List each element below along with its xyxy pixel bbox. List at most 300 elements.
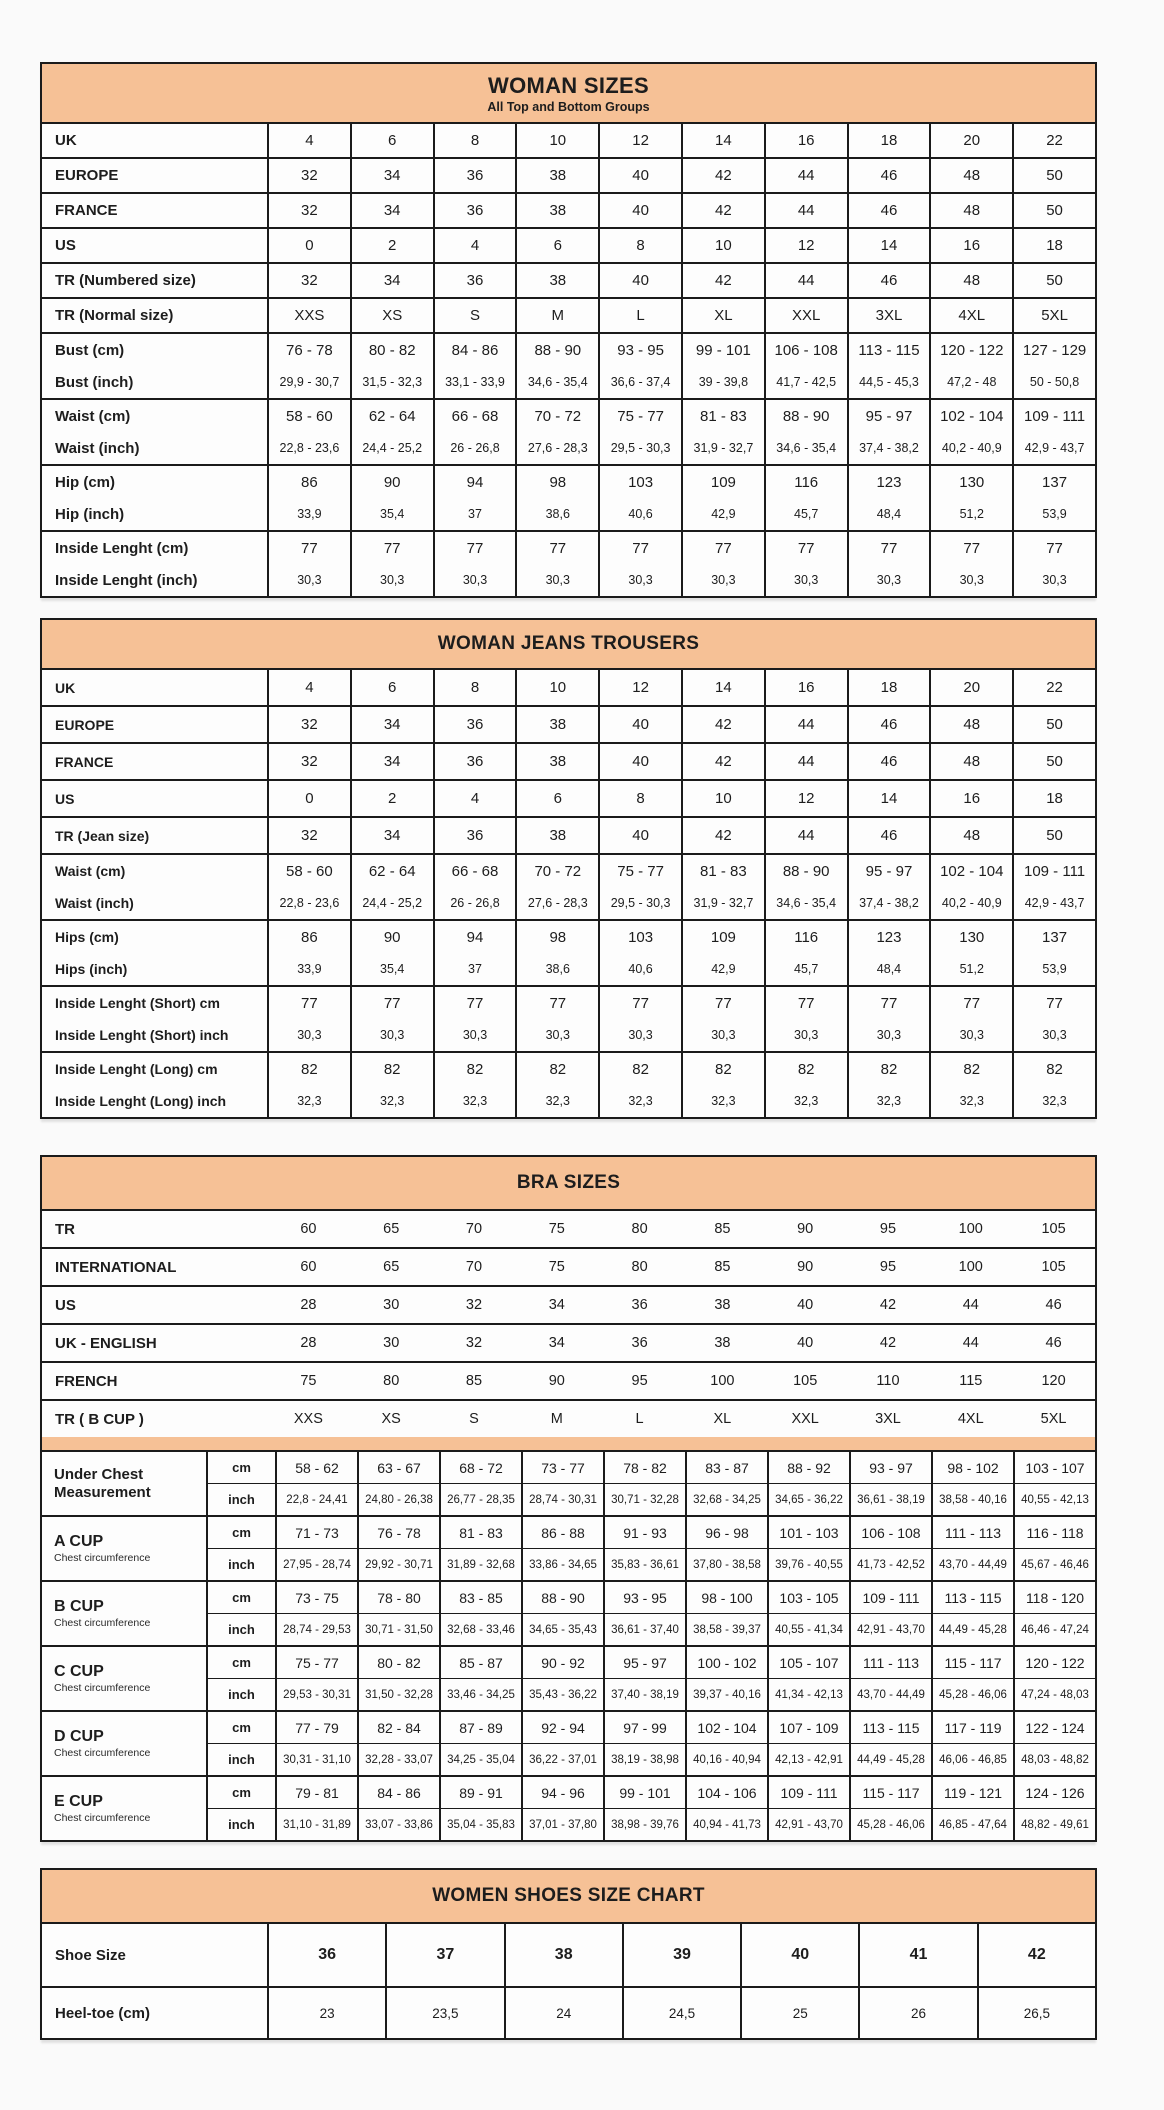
size-cell: 30,3 — [681, 1019, 764, 1051]
size-cell: 32 — [267, 707, 350, 742]
size-cell: 50 — [1012, 707, 1095, 742]
size-cell: 4 — [267, 670, 350, 705]
bra-sizes-table — [40, 1155, 1097, 1842]
size-cell: 6 — [515, 781, 598, 816]
size-cell: 36,61 - 37,40 — [603, 1614, 685, 1645]
size-cell: 2 — [350, 229, 433, 262]
size-cell: 80 — [631, 1221, 648, 1237]
size-cell: 93 - 95 — [598, 334, 681, 366]
size-cell: 99 - 101 — [681, 334, 764, 366]
unit-cell: inch — [206, 1484, 275, 1515]
size-cell: 37 — [433, 498, 516, 530]
size-cell: 93 - 97 — [849, 1452, 931, 1483]
woman-sizes-header — [42, 64, 1095, 124]
size-cell: 45,7 — [764, 953, 847, 985]
size-cell: 42 — [977, 1924, 1095, 1986]
cup-label-title: B CUP — [54, 1598, 104, 1615]
unit-cell: cm — [206, 1452, 275, 1483]
size-cell: 58 - 62 — [275, 1452, 357, 1483]
cup-label-subtitle: Chest circumference — [54, 1552, 151, 1564]
size-cell: 42,9 — [681, 498, 764, 530]
size-cell: 8 — [598, 781, 681, 816]
size-cell: 30,3 — [598, 564, 681, 596]
table-row-group — [42, 707, 1095, 744]
table-row — [206, 1744, 1095, 1775]
size-cell: 34,6 - 35,4 — [515, 366, 598, 398]
size-cell: 90 — [350, 466, 433, 498]
size-cell: 16 — [929, 781, 1012, 816]
size-cell: 29,9 - 30,7 — [267, 366, 350, 398]
size-cell: 102 - 104 — [929, 855, 1012, 887]
size-cell: 75 - 77 — [275, 1647, 357, 1678]
row-label: EUROPE — [55, 716, 115, 733]
size-cell: 75 — [548, 1259, 565, 1275]
size-cell: 44,49 - 45,28 — [931, 1614, 1013, 1645]
size-cell: 3XL — [847, 299, 930, 332]
unit-cell: inch — [206, 1549, 275, 1580]
table-row-group — [42, 1249, 1095, 1287]
size-cell: 104 - 106 — [685, 1777, 767, 1808]
table-row-group — [42, 1211, 1095, 1249]
size-cell: 30 — [383, 1335, 400, 1351]
size-cell: 46 — [847, 707, 930, 742]
size-cell: 115 - 117 — [849, 1777, 931, 1808]
row-label: Inside Lenght (inch) — [55, 571, 198, 589]
size-cell: 77 — [764, 532, 847, 564]
size-cell: 30,3 — [515, 1019, 598, 1051]
size-cell: 109 - 111 — [767, 1777, 849, 1808]
size-cell: 88 - 90 — [764, 855, 847, 887]
size-cell: 18 — [1012, 229, 1095, 262]
bra-separator-band — [42, 1437, 1095, 1452]
table-row — [206, 1517, 1095, 1549]
size-cell: 30 — [383, 1297, 400, 1313]
size-cell: 6 — [350, 670, 433, 705]
size-cell: 32 — [267, 264, 350, 297]
size-cell: 38 — [714, 1297, 731, 1313]
table-row — [42, 744, 1095, 779]
size-cell: 23 — [267, 1988, 385, 2038]
size-cell: 103 - 107 — [1013, 1452, 1095, 1483]
size-cell: 110 — [876, 1373, 900, 1389]
size-cell: 35,83 - 36,61 — [603, 1549, 685, 1580]
size-cell: 109 - 111 — [1012, 855, 1095, 887]
table-row — [42, 124, 1095, 157]
size-cell: 75 - 77 — [598, 855, 681, 887]
size-cell: 77 — [598, 987, 681, 1019]
table-row-group — [42, 400, 1095, 466]
size-cell: 26,5 — [977, 1988, 1095, 2038]
size-cell: 42 — [681, 744, 764, 779]
size-cell: 105 — [1041, 1259, 1066, 1275]
table-row — [206, 1549, 1095, 1580]
table-row-group — [42, 264, 1095, 299]
table-row — [206, 1614, 1095, 1645]
row-label: Inside Lenght (Short) cm — [55, 995, 220, 1011]
table-row — [42, 1325, 1095, 1361]
table-row — [206, 1777, 1095, 1809]
size-cell: 0 — [267, 781, 350, 816]
size-cell: 109 — [681, 921, 764, 953]
size-cell: 10 — [515, 670, 598, 705]
size-cell: 42 — [681, 159, 764, 192]
size-cell: 0 — [267, 229, 350, 262]
row-label: Waist (cm) — [55, 863, 126, 879]
size-cell: 30,3 — [847, 1019, 930, 1051]
size-cell: 77 — [350, 987, 433, 1019]
bra-band-body — [42, 1211, 1095, 1437]
table-row — [42, 1249, 1095, 1285]
size-cell: 29,5 - 30,3 — [598, 887, 681, 919]
size-cell: 102 - 104 — [929, 400, 1012, 432]
size-cell: 44 — [764, 264, 847, 297]
size-cell: 35,43 - 36,22 — [521, 1679, 603, 1710]
unit-cell: inch — [206, 1744, 275, 1775]
size-cell: 48 — [929, 159, 1012, 192]
size-cell: 77 — [433, 532, 516, 564]
size-cell: 16 — [764, 670, 847, 705]
unit-cell: cm — [206, 1647, 275, 1678]
size-cell: 35,04 - 35,83 — [439, 1809, 521, 1840]
size-cell: 14 — [681, 124, 764, 157]
unit-cell: cm — [206, 1582, 275, 1613]
size-cell: 34 — [350, 818, 433, 853]
size-cell: 4 — [433, 229, 516, 262]
table-row — [42, 781, 1095, 816]
size-cell: 32 — [267, 194, 350, 227]
table-row-group — [42, 1401, 1095, 1437]
size-cell: 34 — [548, 1297, 565, 1313]
row-label: UK - ENGLISH — [55, 1334, 157, 1352]
row-label: Bust (inch) — [55, 373, 134, 391]
shoes-title: WOMEN SHOES SIZE CHART — [432, 1885, 705, 1906]
size-cell: 103 — [598, 921, 681, 953]
size-cell: 46,06 - 46,85 — [931, 1744, 1013, 1775]
shoes-header — [42, 1870, 1095, 1924]
size-cell: 38,58 - 39,37 — [685, 1614, 767, 1645]
size-cell: 31,50 - 32,28 — [357, 1679, 439, 1710]
table-row — [206, 1452, 1095, 1484]
size-cell: 12 — [598, 670, 681, 705]
size-cell: 47,24 - 48,03 — [1013, 1679, 1095, 1710]
size-cell: 116 — [764, 921, 847, 953]
size-cell: 98 - 102 — [931, 1452, 1013, 1483]
size-cell: 41,73 - 42,52 — [849, 1549, 931, 1580]
size-cell: 45,67 - 46,46 — [1013, 1549, 1095, 1580]
size-cell: 95 — [879, 1259, 897, 1275]
size-cell: 106 - 108 — [764, 334, 847, 366]
bra-sizes-header — [42, 1157, 1095, 1211]
size-cell: 60 — [300, 1221, 317, 1237]
row-label: Waist (cm) — [55, 407, 131, 425]
size-cell: 32,3 — [598, 1085, 681, 1117]
size-cell: 38 — [515, 194, 598, 227]
size-cell: 48,4 — [847, 953, 930, 985]
row-label: FRANCE — [55, 202, 118, 219]
size-cell: 35,4 — [350, 953, 433, 985]
size-cell: 30,3 — [267, 1019, 350, 1051]
table-row — [42, 334, 1095, 366]
size-cell: 42 — [681, 818, 764, 853]
size-cell: 42,13 - 42,91 — [767, 1744, 849, 1775]
size-cell: 78 - 82 — [603, 1452, 685, 1483]
size-cell: 12 — [764, 229, 847, 262]
unit-cell: cm — [206, 1712, 275, 1743]
table-row-group — [42, 670, 1095, 707]
row-label: INTERNATIONAL — [55, 1258, 177, 1276]
size-cell: 53,9 — [1012, 498, 1095, 530]
size-cell: 30,3 — [929, 1019, 1012, 1051]
table-row — [42, 855, 1095, 887]
size-cell: 45,28 - 46,06 — [849, 1809, 931, 1840]
size-cell: 58 - 60 — [267, 400, 350, 432]
size-cell: 58 - 60 — [267, 855, 350, 887]
size-cell: 89 - 91 — [439, 1777, 521, 1808]
row-label: Bust (cm) — [55, 341, 125, 359]
size-cell: 103 — [598, 466, 681, 498]
size-cell: 26 - 26,8 — [433, 432, 516, 464]
row-label: TR (Jean size) — [55, 827, 150, 844]
size-cell: 109 - 111 — [849, 1582, 931, 1613]
size-cell: 137 — [1012, 921, 1095, 953]
table-row-group — [42, 299, 1095, 334]
table-row — [206, 1484, 1095, 1515]
table-row-group — [42, 1053, 1095, 1117]
size-cell: 44 — [764, 818, 847, 853]
size-cell: 40 — [598, 744, 681, 779]
size-cell: 107 - 109 — [767, 1712, 849, 1743]
row-label: Hips (inch) — [55, 961, 128, 977]
size-cell: 16 — [929, 229, 1012, 262]
size-cell: 40,55 - 42,13 — [1013, 1484, 1095, 1515]
cup-label-title: D CUP — [54, 1728, 104, 1745]
size-cell: 77 — [929, 532, 1012, 564]
row-label: UK — [55, 132, 77, 149]
size-cell: 26 - 26,8 — [433, 887, 516, 919]
size-cell: 44 — [764, 159, 847, 192]
size-cell: 95 - 97 — [847, 855, 930, 887]
size-cell: 32,3 — [681, 1085, 764, 1117]
size-cell: 38,6 — [515, 498, 598, 530]
size-cell: 80 - 82 — [357, 1647, 439, 1678]
size-cell: 24,4 - 25,2 — [350, 887, 433, 919]
size-cell: 36,6 - 37,4 — [598, 366, 681, 398]
size-cell: 137 — [1012, 466, 1095, 498]
size-cell: 98 - 100 — [685, 1582, 767, 1613]
size-cell: 40 — [598, 159, 681, 192]
size-cell: 25 — [740, 1988, 858, 2038]
bra-cup-group — [42, 1777, 1095, 1840]
unit-cell: inch — [206, 1809, 275, 1840]
woman-jeans-header — [42, 620, 1095, 670]
size-cell: 22,8 - 23,6 — [267, 887, 350, 919]
size-cell: 29,5 - 30,3 — [598, 432, 681, 464]
cup-label — [42, 1452, 206, 1515]
size-cell: 31,5 - 32,3 — [350, 366, 433, 398]
size-cell: 5XL — [1040, 1411, 1067, 1427]
size-cell: 34,65 - 36,22 — [767, 1484, 849, 1515]
size-cell: 82 — [350, 1053, 433, 1085]
size-cell: 5XL — [1012, 299, 1095, 332]
size-cell: 40 — [797, 1335, 814, 1351]
size-cell: 77 — [267, 532, 350, 564]
size-cell: 127 - 129 — [1012, 334, 1095, 366]
size-cell: 80 — [383, 1373, 400, 1389]
unit-cell: cm — [206, 1777, 275, 1808]
size-cell: 40,94 - 41,73 — [685, 1809, 767, 1840]
shoes-table — [40, 1868, 1097, 2040]
size-cell: 53,9 — [1012, 953, 1095, 985]
size-cell: XL — [713, 1411, 732, 1427]
size-cell: 85 — [714, 1221, 731, 1237]
table-row-group — [42, 532, 1095, 596]
size-cell: 42,9 - 43,7 — [1012, 887, 1095, 919]
row-label: FRANCE — [55, 753, 114, 770]
table-row-group — [42, 781, 1095, 818]
size-cell: M — [515, 299, 598, 332]
size-cell: 30,3 — [847, 564, 930, 596]
size-cell: 44 — [764, 707, 847, 742]
cup-label-subtitle: Chest circumference — [54, 1617, 151, 1629]
row-label: Hip (cm) — [55, 473, 115, 491]
cup-label — [42, 1517, 206, 1580]
size-cell: 41 — [858, 1924, 976, 1986]
size-cell: 48 — [929, 818, 1012, 853]
size-cell: 27,95 - 28,74 — [275, 1549, 357, 1580]
size-cell: 22,8 - 24,41 — [275, 1484, 357, 1515]
size-cell: 75 — [548, 1221, 565, 1237]
row-label: US — [55, 790, 75, 807]
size-cell: 42 — [681, 194, 764, 227]
size-cell: 8 — [433, 124, 516, 157]
size-cell: 118 - 120 — [1013, 1582, 1095, 1613]
size-cell: 32,3 — [1012, 1085, 1095, 1117]
size-cell: 77 — [929, 987, 1012, 1019]
size-cell: 62 - 64 — [350, 400, 433, 432]
row-label: Shoe Size — [55, 1946, 126, 1964]
size-cell: 86 - 88 — [521, 1517, 603, 1548]
size-cell: 88 - 92 — [767, 1452, 849, 1483]
size-cell: 32 — [465, 1297, 483, 1313]
table-row-group — [42, 744, 1095, 781]
size-cell: 28 — [300, 1335, 317, 1351]
size-cell: 36,61 - 38,19 — [849, 1484, 931, 1515]
size-cell: 46,85 - 47,64 — [931, 1809, 1013, 1840]
size-cell: 36 — [433, 194, 516, 227]
size-cell: 77 — [847, 532, 930, 564]
size-cell: 34,25 - 35,04 — [439, 1744, 521, 1775]
size-cell: 46 — [847, 264, 930, 297]
size-cell: 30,3 — [1012, 1019, 1095, 1051]
table-row-group — [42, 334, 1095, 400]
size-cell: 22 — [1012, 670, 1095, 705]
table-row — [42, 432, 1095, 464]
size-cell: 82 — [267, 1053, 350, 1085]
size-cell: 42 — [681, 264, 764, 297]
size-cell: 44 — [962, 1335, 979, 1351]
table-row — [42, 670, 1095, 705]
size-cell: 47,2 - 48 — [929, 366, 1012, 398]
table-row — [42, 194, 1095, 227]
table-row — [42, 1053, 1095, 1085]
size-cell: 77 — [598, 532, 681, 564]
size-cell: 30,3 — [929, 564, 1012, 596]
size-cell: 27,6 - 28,3 — [515, 887, 598, 919]
size-cell: 50 — [1012, 264, 1095, 297]
size-cell: 18 — [847, 670, 930, 705]
size-cell: 92 - 94 — [521, 1712, 603, 1743]
row-label: TR (Numbered size) — [55, 272, 196, 289]
cup-label-title: E CUP — [54, 1793, 103, 1810]
size-cell: 10 — [515, 124, 598, 157]
size-cell: 88 - 90 — [764, 400, 847, 432]
size-cell: 38 — [515, 744, 598, 779]
size-cell: 6 — [515, 229, 598, 262]
size-cell: 4XL — [957, 1411, 984, 1427]
size-cell: 32,3 — [929, 1085, 1012, 1117]
size-cell: 122 - 124 — [1013, 1712, 1095, 1743]
size-cell: 32,3 — [764, 1085, 847, 1117]
size-cell: 105 - 107 — [767, 1647, 849, 1678]
size-cell: 88 - 90 — [515, 334, 598, 366]
bra-cup-group — [42, 1712, 1095, 1777]
size-cell: 36 — [433, 818, 516, 853]
size-cell: 102 - 104 — [685, 1712, 767, 1743]
size-cell: 38,58 - 40,16 — [931, 1484, 1013, 1515]
size-cell: 36 — [631, 1335, 648, 1351]
size-cell: 38 — [714, 1335, 731, 1351]
cup-rows — [206, 1582, 1095, 1645]
size-cell: 34 — [350, 744, 433, 779]
size-cell: 51,2 — [929, 498, 1012, 530]
table-row-group — [42, 1924, 1095, 1988]
size-cell: 86 — [267, 921, 350, 953]
size-cell: 50 — [1012, 744, 1095, 779]
table-row — [206, 1809, 1095, 1840]
size-cell: 42,9 — [681, 953, 764, 985]
size-cell: M — [550, 1411, 563, 1427]
size-cell: 32 — [267, 159, 350, 192]
size-cell: 77 — [681, 532, 764, 564]
size-cell: 81 - 83 — [681, 400, 764, 432]
woman-sizes-body — [42, 124, 1095, 596]
size-cell: 88 - 90 — [521, 1582, 603, 1613]
size-cell: 39,76 - 40,55 — [767, 1549, 849, 1580]
size-cell: 42,9 - 43,7 — [1012, 432, 1095, 464]
size-cell: 42 — [879, 1335, 897, 1351]
size-cell: 50 - 50,8 — [1012, 366, 1095, 398]
size-chart-page — [0, 62, 1164, 2040]
size-cell: 36 — [433, 159, 516, 192]
size-cell: 39 - 39,8 — [681, 366, 764, 398]
size-cell: 124 - 126 — [1013, 1777, 1095, 1808]
size-cell: 90 — [548, 1373, 565, 1389]
size-cell: 46 — [847, 194, 930, 227]
size-cell: 77 — [1012, 987, 1095, 1019]
woman-jeans-table — [40, 618, 1097, 1119]
size-cell: 33,07 - 33,86 — [357, 1809, 439, 1840]
size-cell: 44,49 - 45,28 — [849, 1744, 931, 1775]
row-label: Waist (inch) — [55, 895, 134, 911]
table-row-group — [42, 159, 1095, 194]
size-cell: 48 — [929, 707, 1012, 742]
size-cell: 82 — [847, 1053, 930, 1085]
cup-label-subtitle: Chest circumference — [54, 1682, 151, 1694]
size-cell: 99 - 101 — [603, 1777, 685, 1808]
size-cell: 100 — [958, 1259, 983, 1275]
size-cell: 2 — [350, 781, 433, 816]
size-cell: 77 — [764, 987, 847, 1019]
